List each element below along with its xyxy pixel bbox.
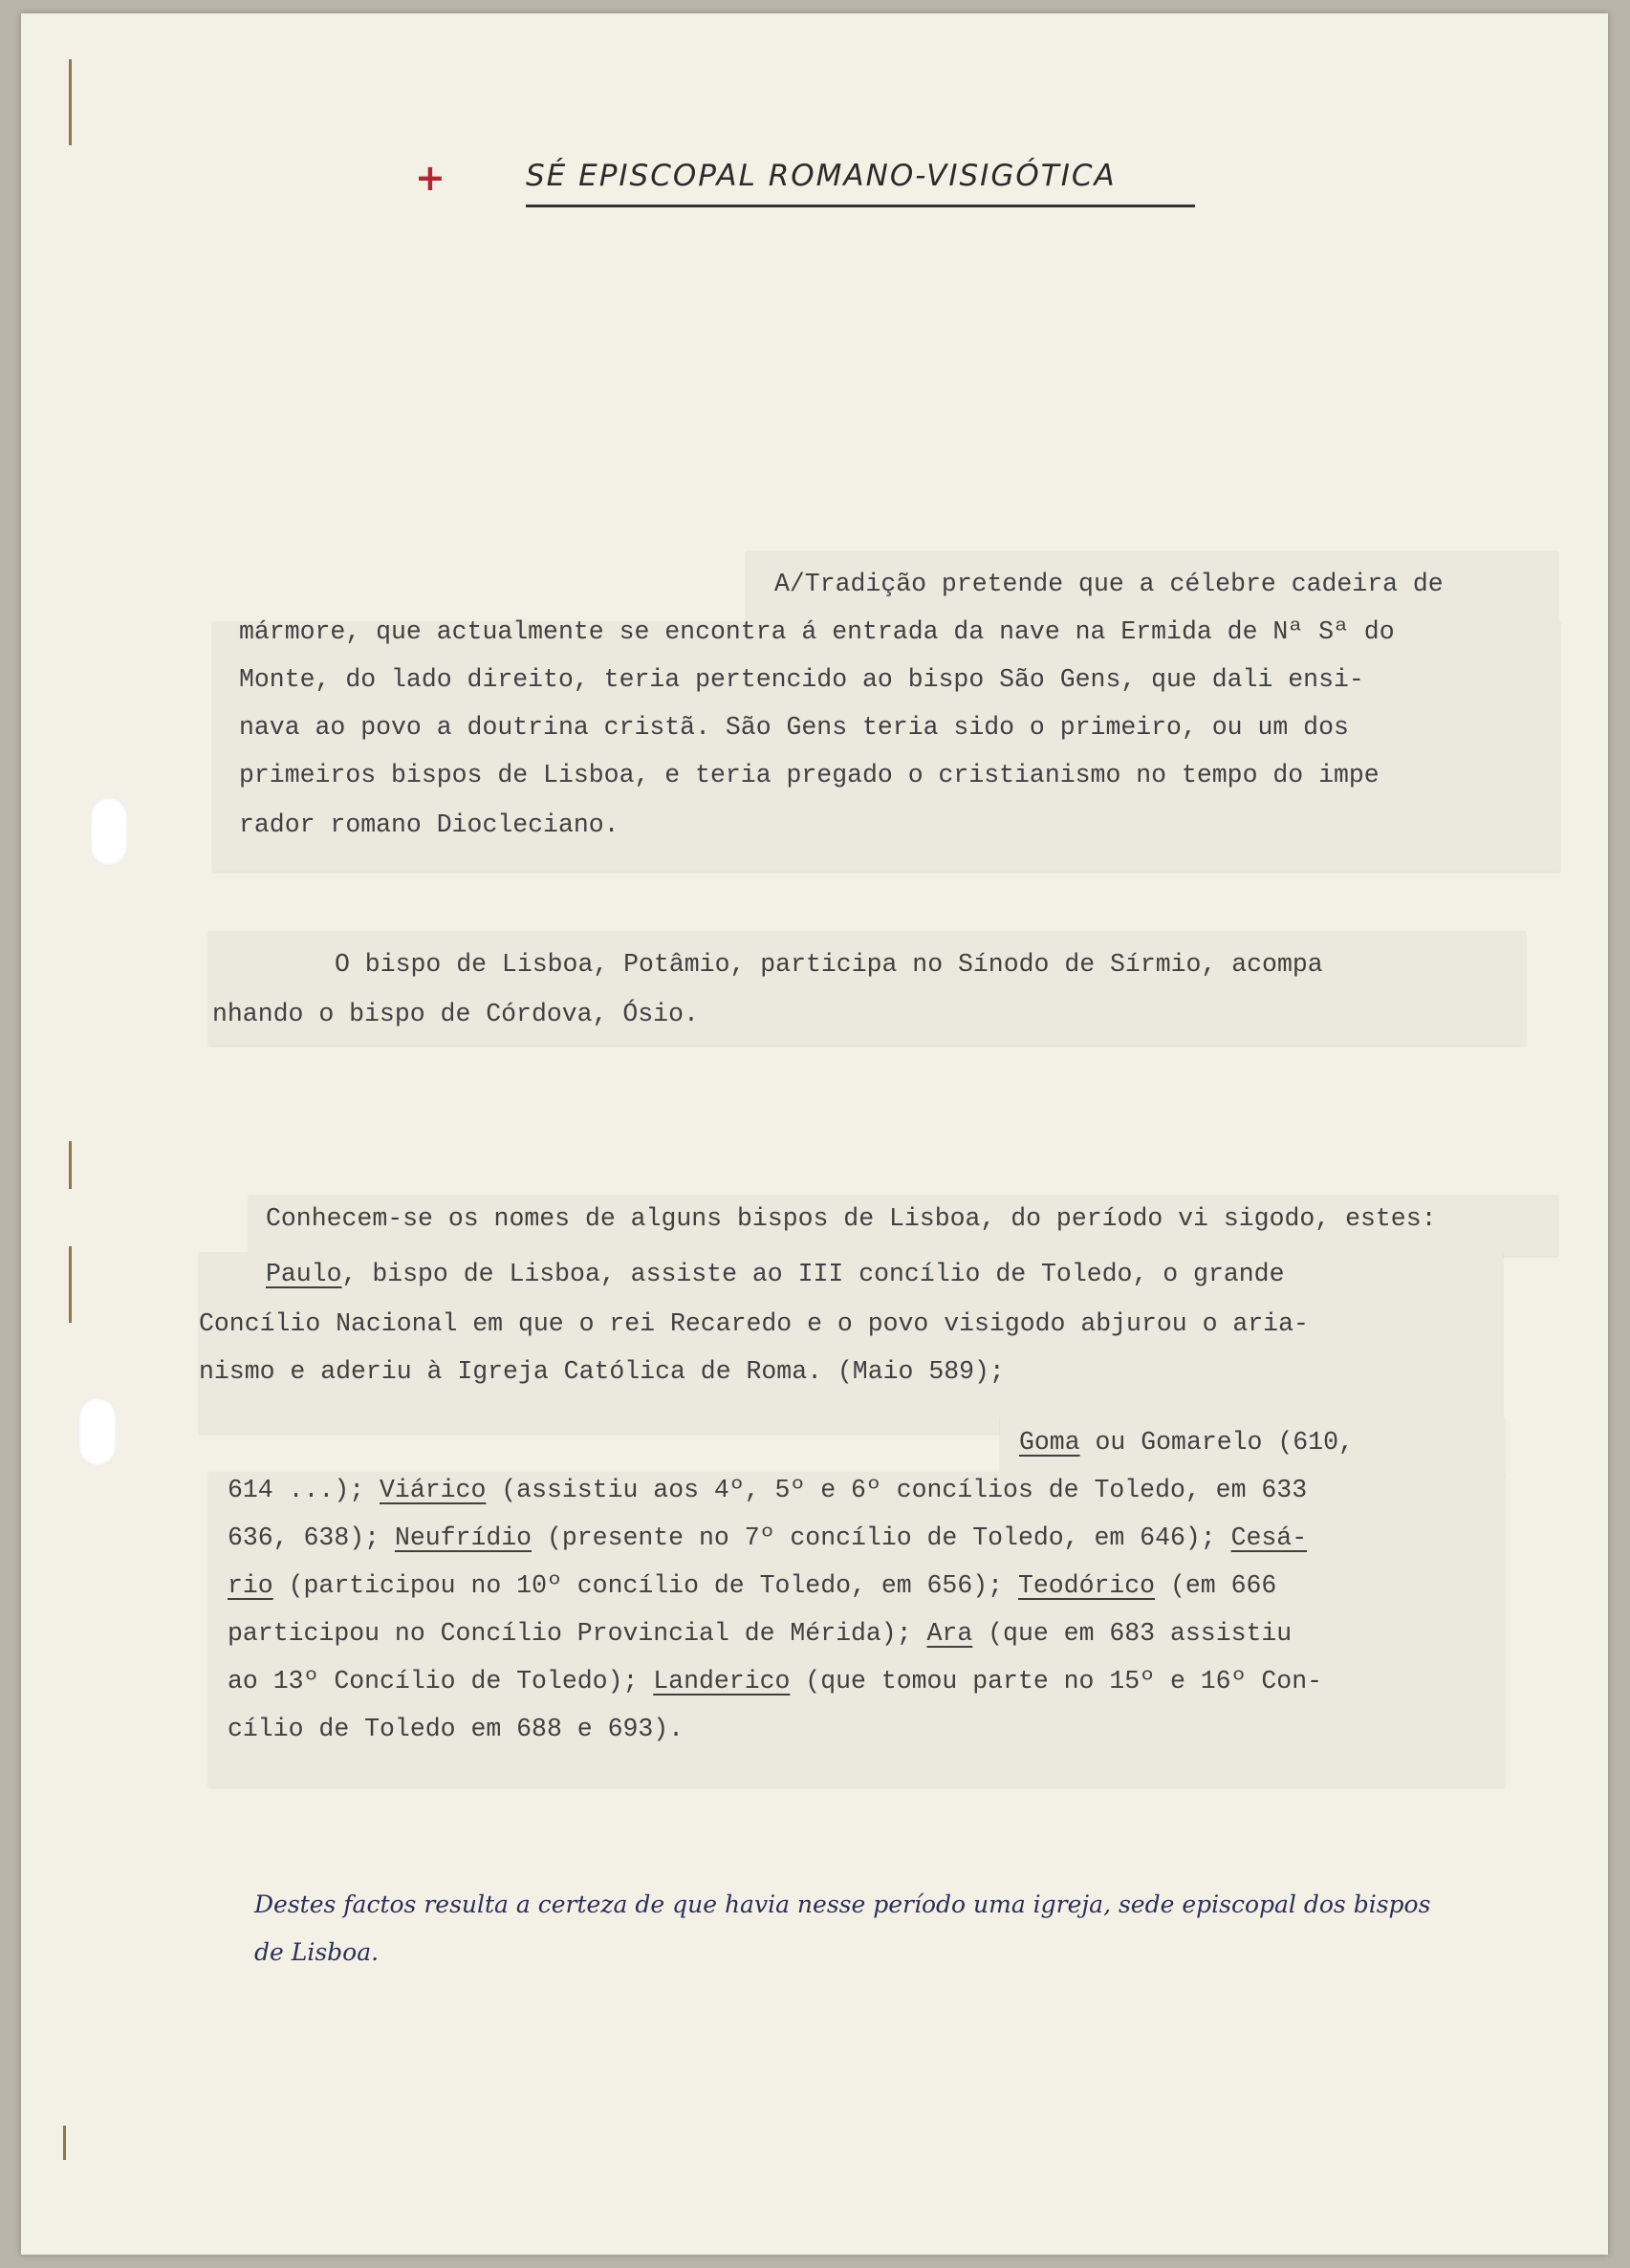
bishop-name: Goma [1019,1428,1080,1457]
text-line: A/Tradição pretende que a célebre cadeira de [774,570,1444,598]
text-line: primeiros bispos de Lisboa, e teria pregado o cristianismo no tempo do impe [239,761,1380,789]
text-line [228,1562,1276,1610]
text-line [228,1466,1307,1515]
bishop-name: Viárico [380,1476,487,1504]
punch-hole [78,1397,117,1466]
text-line: cílio de Toledo em 688 e 693). [228,1715,685,1743]
text-span: (presente no 7º concílio de Toledo, em 646); [532,1523,1231,1552]
text-line: Concílio Nacional em que o rei Recaredo e o povo visigodo abjurou o aria- [199,1309,1309,1338]
handwritten-line: Destes factos resulta a certeza de que havia nesse período uma igreja, sede episcopal dos bispos [254,1890,1431,1918]
document-page [21,13,1608,2255]
text-line: O bispo de Lisboa, Potâmio, participa no Sínodo de Sírmio, acompa [335,950,1323,979]
text-span: (que tomou parte no 15º e 16º Con- [790,1667,1322,1696]
text-span: 636, 638); [228,1523,395,1552]
page-title: SÉ EPISCOPAL ROMANO-VISIGÓTICA [526,159,1195,207]
text-line [1019,1418,1354,1467]
bishop-name: Paulo [266,1260,342,1288]
text-span: ao 13º Concílio de Toledo); [228,1667,654,1696]
bishop-name: Ara [926,1619,973,1648]
text-line: rador romano Diocleciano. [239,810,619,839]
text-line: nava ao povo a doutrina cristã. São Gens teria sido o primeiro, ou um dos [239,713,1349,742]
text-span: , bispo de Lisboa, assiste ao III concílio de Toledo, o grande [341,1260,1285,1288]
text-span: (assistiu aos 4º, 5º e 6º concílios de Toledo, em 633 [486,1476,1308,1504]
text-span: participou no Concílio Provincial de Mérida); [228,1619,927,1648]
bishop-name: rio [228,1571,273,1600]
text-line: nismo e aderiu à Igreja Católica de Roma. (Maio 589); [199,1357,1005,1386]
bishop-name: Teodórico [1017,1571,1156,1600]
cross-mark: + [415,157,446,199]
handwritten-line: de Lisboa. [254,1938,380,1966]
bishop-name: Cesá- [1230,1523,1308,1552]
punch-hole [90,797,128,866]
staple-mark [69,1141,72,1189]
text-span: ou Gomarelo (610, [1079,1428,1354,1457]
text-span: (participou no 10º concílio de Toledo, em 656); [272,1571,1018,1600]
text-line: Monte, do lado direito, teria pertencido ao bispo São Gens, que dali ensi- [239,665,1364,694]
staple-mark [69,1246,72,1323]
text-line [228,1514,1307,1563]
text-line [228,1657,1322,1706]
text-span: (em 666 [1155,1571,1277,1600]
text-line [266,1250,1284,1299]
text-span: (que em 683 assistiu [972,1619,1293,1648]
text-span: 614 ...); [228,1476,380,1504]
handwritten-note [254,1881,1574,1976]
text-line [228,1609,1292,1658]
staple-mark [63,2126,66,2160]
text-line: nhando o bispo de Córdova, Ósio. [212,1000,699,1028]
bishop-name: Landerico [653,1667,791,1696]
text-line: mármore, que actualmente se encontra á entrada da nave na Ermida de Nª Sª do [239,617,1395,646]
bishop-name: Neufrídio [394,1523,532,1552]
text-line: Conhecem-se os nomes de alguns bispos de Lisboa, do período vi sigodo, estes: [266,1204,1437,1233]
